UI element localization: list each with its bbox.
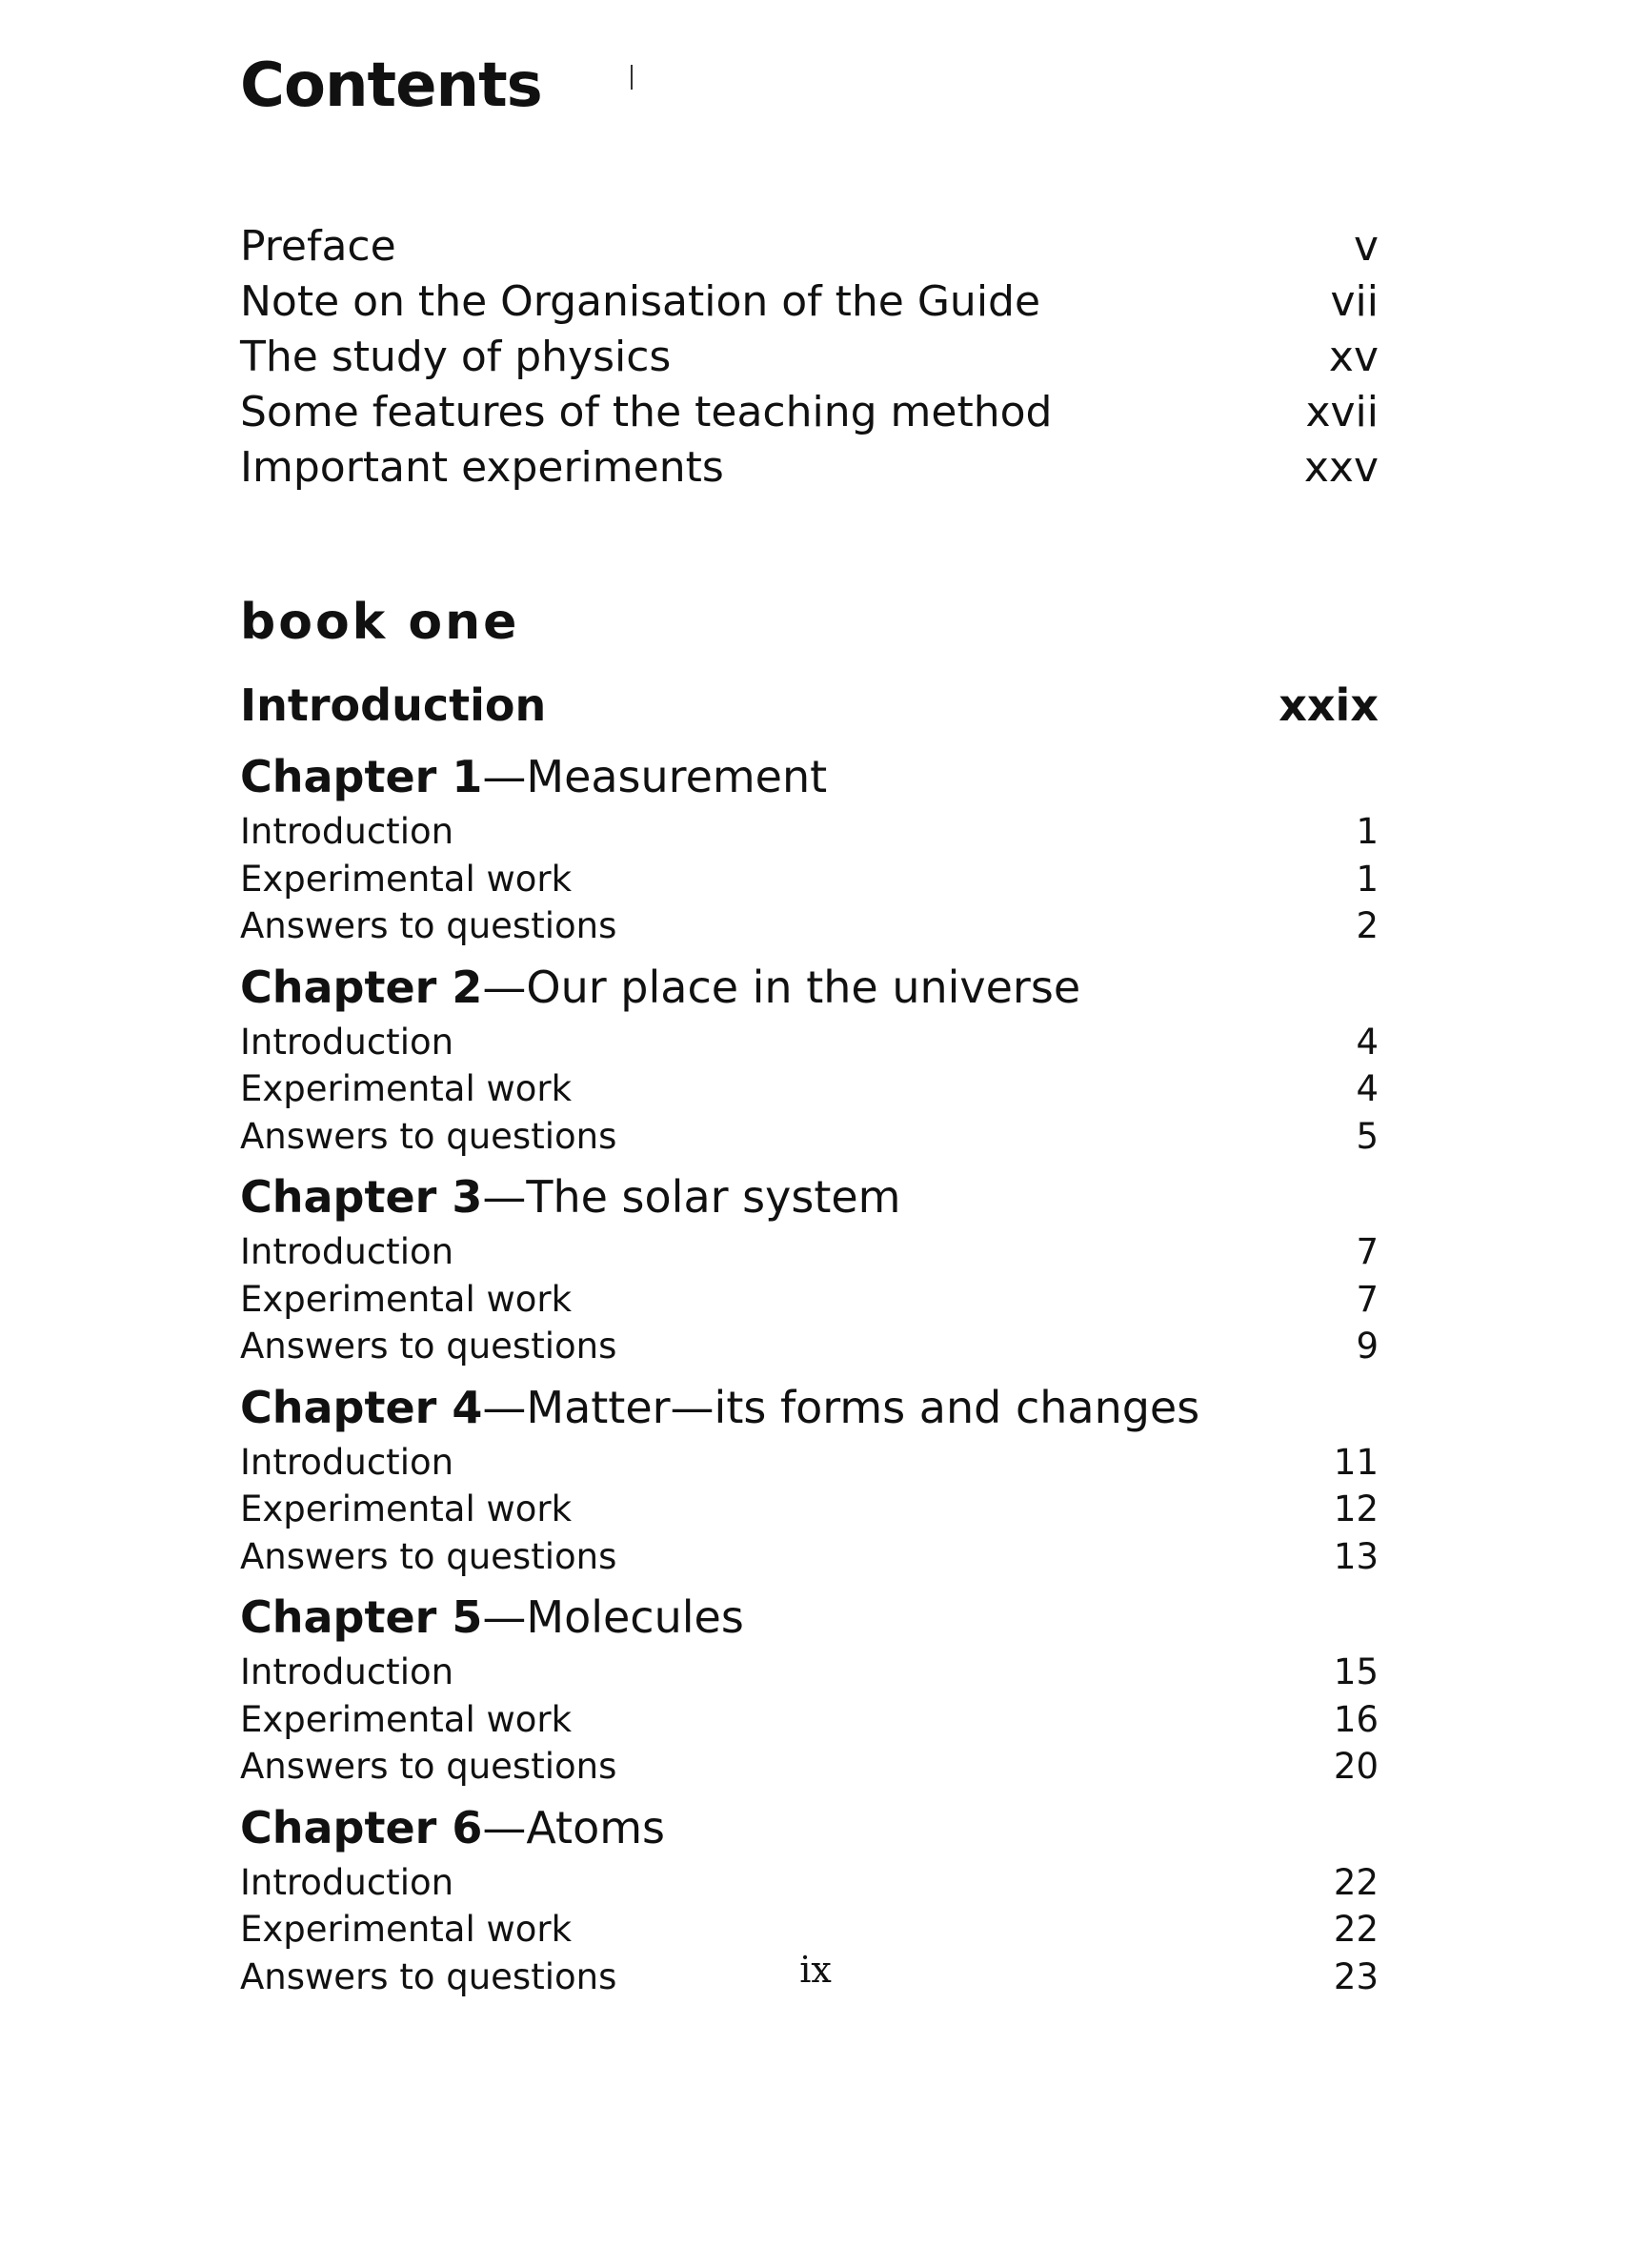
chapter-title: —Molecules [482, 1591, 744, 1643]
toc-entry-page: 1 [1356, 858, 1379, 900]
chapter-heading [240, 956, 1383, 1019]
toc-entry [240, 856, 1379, 903]
toc-entry-page: 9 [1356, 1326, 1379, 1367]
toc-entry-page: xxv [1303, 443, 1379, 492]
chapter-number: Chapter 3 [240, 1171, 483, 1223]
toc-entry-label: Important experiments [240, 443, 724, 492]
toc-entry-label: Answers to questions [240, 905, 617, 946]
toc-entry [240, 1486, 1379, 1533]
chapter-number: Chapter 4 [240, 1381, 483, 1433]
toc-entry-page: 22 [1333, 1909, 1379, 1950]
toc-entry [240, 330, 1379, 385]
toc-entry-label: Introduction [240, 1441, 454, 1483]
chapter-title: —The solar system [482, 1171, 901, 1223]
toc-entry-page: 13 [1333, 1535, 1379, 1577]
toc-entry-page: 4 [1356, 1068, 1379, 1109]
toc-entry [240, 808, 1379, 856]
toc-entry-label: Introduction [240, 1651, 454, 1692]
toc-entry [240, 1065, 1379, 1113]
book-heading: book one [240, 594, 520, 651]
toc-entry [240, 1743, 1379, 1791]
toc-entry-label: Answers to questions [240, 1955, 617, 1997]
toc-entry [240, 385, 1379, 440]
chapter-number: Chapter 2 [240, 961, 483, 1013]
toc-entry-page: 12 [1333, 1488, 1379, 1529]
toc-entry-label: Experimental work [240, 1278, 573, 1320]
front-matter-list [240, 219, 1383, 496]
toc-entry-label: Preface [240, 222, 396, 271]
chapter-block [240, 745, 1383, 950]
toc-entry-label: Answers to questions [240, 1535, 617, 1577]
toc-entry-page: 23 [1333, 1955, 1379, 1997]
chapter-title: —Measurement [482, 751, 828, 802]
toc-entry [240, 1019, 1379, 1066]
toc-entry-page: 1 [1356, 811, 1379, 852]
toc-entry-page: 20 [1333, 1746, 1379, 1787]
chapter-heading [240, 1586, 1383, 1649]
toc-entry [240, 1649, 1379, 1696]
chapter-heading [240, 1796, 1383, 1859]
toc-entry-label: Experimental work [240, 1909, 573, 1950]
toc-entry-label: Some features of the teaching method [240, 388, 1053, 436]
chapter-number: Chapter 1 [240, 751, 483, 802]
toc-entry-label: Note on the Organisation of the Guide [240, 277, 1041, 326]
toc-entry [240, 1323, 1379, 1370]
chapter-block [240, 956, 1383, 1161]
toc-entry-page: 7 [1356, 1278, 1379, 1320]
toc-entry-label: Introduction [240, 811, 454, 852]
chapter-heading [240, 1165, 1383, 1228]
page-number-folio: ix [799, 1949, 832, 1991]
page-title: Contents [240, 51, 542, 121]
chapter-number: Chapter 6 [240, 1801, 483, 1853]
book-introduction-entry [240, 671, 1379, 739]
toc-entry [240, 1439, 1379, 1487]
toc-entry-page: xxix [1279, 679, 1379, 731]
toc-entry [240, 274, 1379, 330]
toc-entry-label: Introduction [240, 1231, 454, 1272]
toc-entry-page: 15 [1333, 1651, 1379, 1692]
toc-entry-page: 2 [1356, 905, 1379, 946]
toc-entry [240, 1228, 1379, 1276]
chapter-block [240, 1586, 1383, 1791]
toc-entry-label: Introduction [240, 679, 547, 731]
toc-entry [240, 1696, 1379, 1744]
toc-entry-page: 16 [1333, 1698, 1379, 1740]
toc-entry-label: Introduction [240, 1861, 454, 1903]
toc-entry-label: Introduction [240, 1021, 454, 1063]
chapter-block [240, 1165, 1383, 1370]
toc-entry [240, 1276, 1379, 1324]
toc-entry-page: xv [1328, 333, 1379, 381]
toc-entry [240, 1533, 1379, 1581]
toc-entry [240, 1906, 1379, 1954]
toc-entry-label: Experimental work [240, 1068, 573, 1109]
contents-page [240, 38, 1383, 2000]
toc-entry-page: 4 [1356, 1021, 1379, 1063]
toc-entry-page: vii [1330, 277, 1379, 326]
toc-entry-page: 7 [1356, 1231, 1379, 1272]
toc-entry [240, 902, 1379, 950]
chapter-heading [240, 1376, 1383, 1439]
toc-entry [240, 219, 1379, 274]
chapter-number: Chapter 5 [240, 1591, 483, 1643]
chapter-title: —Our place in the universe [482, 961, 1081, 1013]
chapter-heading [240, 745, 1383, 808]
toc-entry-label: Answers to questions [240, 1326, 617, 1367]
chapter-title: —Matter—its forms and changes [482, 1381, 1200, 1433]
chapter-title: —Atoms [482, 1801, 665, 1853]
toc-entry-page: 22 [1333, 1861, 1379, 1903]
toc-entry-page: xvii [1305, 388, 1379, 436]
toc-entry [240, 1859, 1379, 1907]
chapter-block [240, 1376, 1383, 1581]
toc-entry [240, 440, 1379, 496]
toc-entry-label: Answers to questions [240, 1115, 617, 1157]
toc-entry-label: Experimental work [240, 1698, 573, 1740]
toc-entry-label: Answers to questions [240, 1746, 617, 1787]
toc-entry-page: 5 [1356, 1115, 1379, 1157]
toc-entry-page: v [1353, 222, 1379, 271]
toc-entry [240, 1113, 1379, 1161]
toc-entry-label: The study of physics [240, 333, 672, 381]
stray-mark [631, 65, 633, 90]
toc-entry-label: Experimental work [240, 858, 573, 900]
toc-entry-label: Experimental work [240, 1488, 573, 1529]
toc-entry-page: 11 [1333, 1441, 1379, 1483]
